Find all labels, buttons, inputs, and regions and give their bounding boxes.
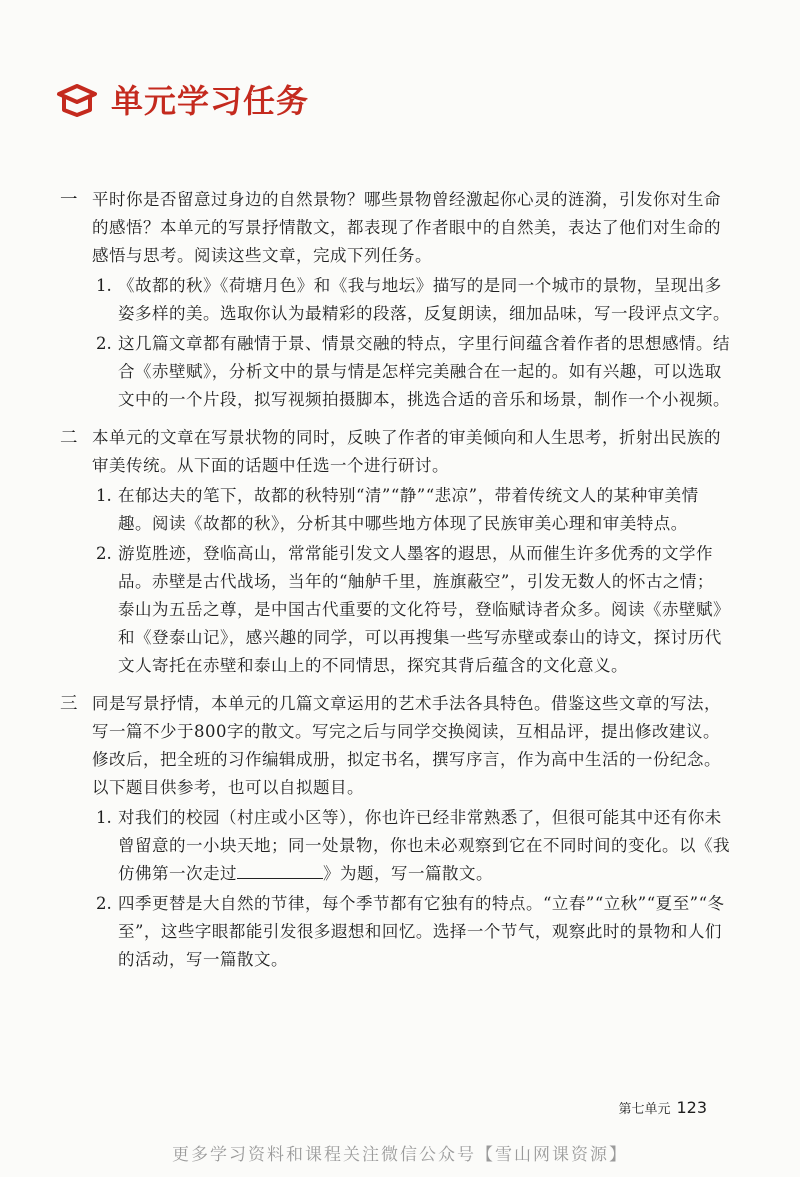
page-header [55, 74, 309, 124]
task-section-3 [60, 690, 730, 974]
item-text: 这几篇文章都有融情于景、情景交融的特点，字里行间蕴含着作者的思想感情。结合《赤壁赋》，分析文中的景与情是怎样完美融合在一起的。如有兴趣，可以选取文中的一个片段，拟写视频拍摄脚本，挑选合适的音乐和场景，制作一个小视频。 [118, 334, 730, 409]
page-number: 123 [676, 1098, 707, 1117]
page-title: 单元学习任务 [111, 82, 310, 120]
task-section-1 [60, 186, 730, 414]
task-item [96, 272, 730, 328]
task-item [96, 890, 730, 974]
watermark-text: 更多学习资料和课程关注微信公众号【雪山网课资源】 [172, 1145, 628, 1165]
unit-label: 第七单元 [618, 1102, 671, 1117]
section-intro: 平时你是否留意过身边的自然景物？哪些景物曾经激起你心灵的涟漪，引发你对生命的感悟？本单元的写景抒情散文，都表现了作者眼中的自然美，表达了他们对生命的感悟与思考。阅读这些文章，完成下列任务。 [92, 190, 721, 265]
task-item [96, 540, 730, 680]
item-text: 在郁达夫的笔下，故都的秋特别“清”“静”“悲凉”，带着传统文人的某种审美情趣。阅读《故都的秋》，分析其中哪些地方体现了民族审美心理和审美特点。 [118, 486, 699, 533]
task-section-2 [60, 424, 730, 680]
section-intro: 本单元的文章在写景状物的同时，反映了作者的审美倾向和人生思考，折射出民族的审美传统。从下面的话题中任选一个进行研讨。 [92, 428, 721, 475]
item-number: 2. [96, 334, 112, 353]
item-number: 1. [96, 808, 112, 827]
item-text [96, 804, 730, 888]
task-item [96, 804, 730, 888]
section-intro: 同是写景抒情，本单元的几篇文章运用的艺术手法各具特色。借鉴这些文章的写法，写一篇不少于800字的散文。写完之后与同学交换阅读，互相品评，提出修改建议。修改后，把全班的习作编辑成册，拟定书名，撰写序言，作为高中生活的一份纪念。以下题目供参考，也可以自拟题目。 [92, 694, 721, 797]
item-number: 2. [96, 894, 112, 913]
item-number: 1. [96, 276, 112, 295]
item-text-before: 对我们的校园（村庄或小区等），你也许已经非常熟悉了，但很可能其中还有你未曾留意的一小块天地；同一处景物，你也未必观察到它在不同时间的变化。以《我仿佛第一次走过 [118, 808, 730, 883]
item-number: 2. [96, 544, 112, 563]
graduation-cap-icon [55, 77, 99, 121]
item-text: 《故都的秋》《荷塘月色》和《我与地坛》描写的是同一个城市的景物，呈现出多姿多样的美。选取你认为最精彩的段落，反复朗读，细加品味，写一段评点文字。 [118, 276, 730, 323]
section-marker: 三 [60, 694, 78, 714]
section-marker: 一 [60, 190, 78, 210]
task-item [96, 482, 730, 538]
section-marker: 二 [60, 428, 78, 448]
item-number: 1. [96, 486, 112, 505]
item-text: 四季更替是大自然的节律，每个季节都有它独有的特点。“立春”“立秋”“夏至”“冬至”，这些字眼都能引发很多遐想和回忆。选择一个节气，观察此时的景物和人们的活动，写一篇散文。 [118, 894, 725, 969]
item-text: 游览胜迹，登临高山，常常能引发文人墨客的遐思，从而催生许多优秀的文学作品。赤壁是古代战场，当年的“舳舻千里，旌旗蔽空”，引发无数人的怀古之情；泰山为五岳之尊，是中国古代重要的文化符号，登临赋诗者众多。阅读《赤壁赋》和《登泰山记》，感兴趣的同学，可以再搜集一些写赤壁或泰山的诗文，探讨历代文人寄托在赤壁和泰山上的不同情思，探究其背后蕴含的文化意义。 [118, 544, 730, 675]
task-item [96, 330, 730, 414]
page-footer [618, 1098, 707, 1117]
fill-in-blank [237, 860, 323, 879]
item-text-after: 》为题，写一篇散文。 [323, 864, 493, 883]
